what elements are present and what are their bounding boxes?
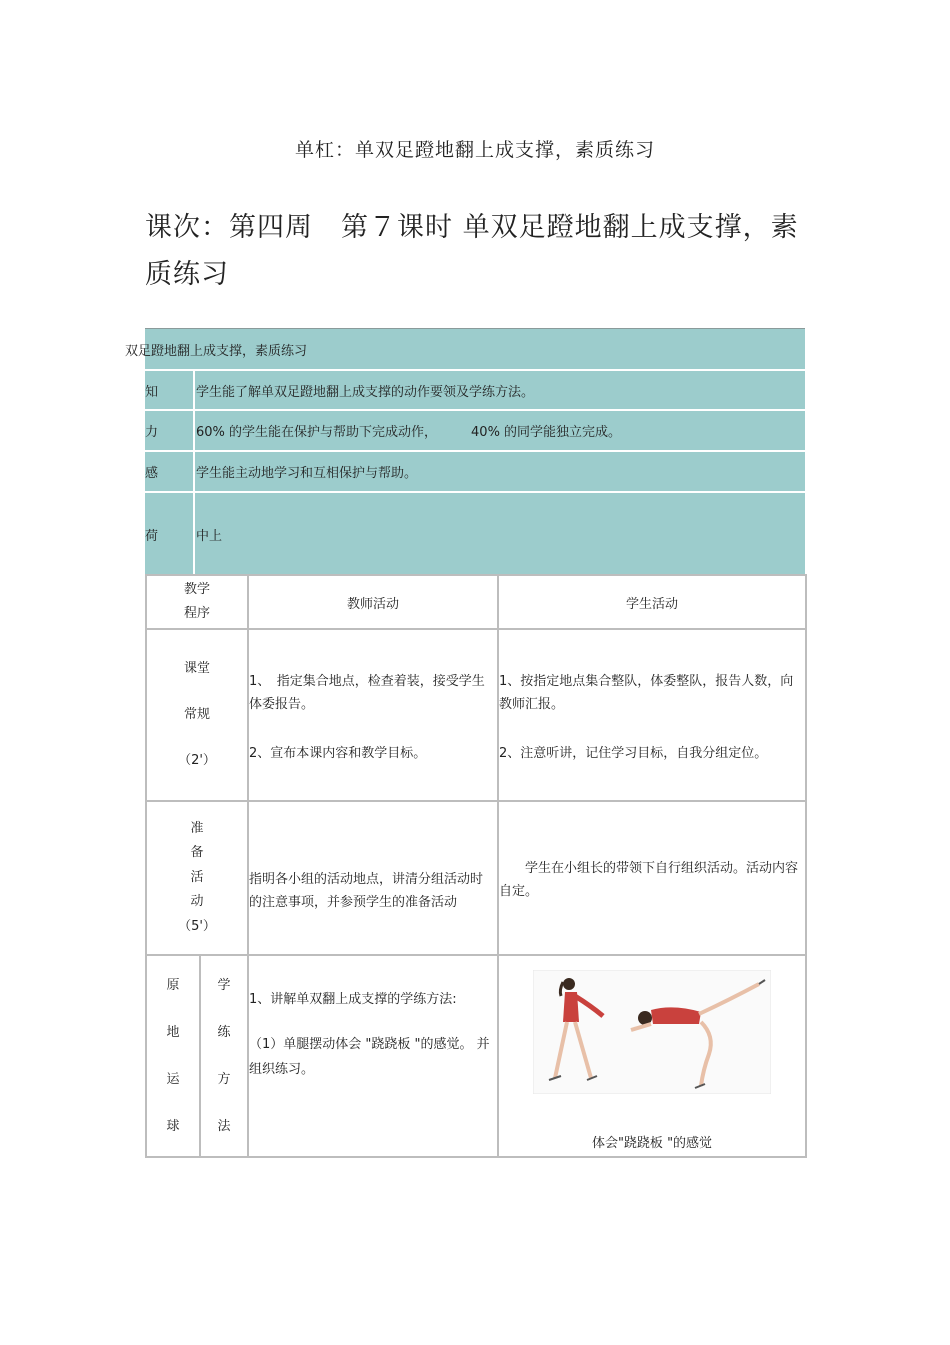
row-label: 力 — [145, 411, 195, 450]
overview-row-emotion — [145, 452, 805, 493]
row-label: 荷 — [145, 493, 195, 575]
routine-teacher-1: 1、 指定集合地点，检查着装，接受学生体委报告。 — [249, 674, 485, 712]
seesaw-illustration — [533, 970, 771, 1094]
warmup-student — [497, 800, 807, 956]
warmup-teacher — [247, 800, 499, 956]
practice-col1 — [145, 954, 201, 1158]
practice-col1-char: 地 — [166, 1025, 180, 1040]
warmup-teacher-text: 指明各小组的活动地点，讲清分组活动时的注意事项，并参预学生的准备活动 — [249, 872, 484, 910]
practice-col2-char: 方 — [217, 1072, 231, 1087]
warmup-char: 动 — [190, 894, 204, 910]
practice-col1-char: 球 — [166, 1119, 180, 1134]
routine-student-1: 1、按指定地点集合整队，体委整队，报告人数，向教师汇报。 — [499, 674, 794, 712]
document-title: 单杠：单双足蹬地翻上成支撑，素质练习 — [294, 139, 655, 161]
row-text — [196, 411, 805, 450]
warmup-char: 准 — [190, 820, 204, 836]
practice-teacher — [247, 954, 499, 1158]
overview-row-ability — [145, 411, 805, 452]
practice-col2-char: 学 — [217, 978, 231, 993]
practice-col2 — [199, 954, 249, 1158]
overview-row-knowledge — [145, 371, 805, 411]
overview-topic: 双足蹬地翻上成支撑，素质练习 — [125, 343, 308, 359]
header-teacher: 教师活动 — [247, 574, 499, 630]
routine-teacher-2: 2、宣布本课内容和教学目标。 — [249, 746, 427, 761]
lesson-table — [145, 574, 807, 1158]
practice-teacher-2: （1）单腿摆动体会 "跷跷板 "的感觉。 并组织练习。 — [249, 1037, 490, 1077]
illustration-caption: 体会"跷跷板 "的感觉 — [591, 1136, 713, 1151]
header-procedure — [145, 574, 249, 630]
routine-name-2: 常规 — [183, 707, 210, 722]
row-text: 学生能了解单双足蹬地翻上成支撑的动作要领及学练方法。 — [196, 384, 535, 400]
practice-col1-char: 原 — [166, 978, 180, 993]
overview-topic-row — [125, 329, 805, 371]
routine-teacher — [247, 628, 499, 802]
lesson-subtitle: 课次：第四周 第７课时 单双足蹬地翻上成支撑，素质练习 — [145, 212, 799, 290]
overview-table — [125, 328, 805, 575]
header-student: 学生活动 — [497, 574, 807, 630]
header-procedure-line2: 程序 — [183, 606, 210, 621]
row-label: 知 — [145, 371, 195, 409]
routine-student-2: 2、注意听讲，记住学习目标，自我分组定位。 — [499, 746, 768, 761]
row-text: 中上 — [196, 528, 223, 544]
overview-row-load — [145, 493, 805, 575]
row-text: 学生能主动地学习和互相保护与帮助。 — [196, 466, 418, 481]
warmup-student-text: 学生在小组长的带领下自行组织活动。活动内容自定。 — [499, 861, 799, 899]
practice-col2-char: 练 — [217, 1025, 231, 1040]
header-procedure-line1: 教学 — [183, 581, 210, 597]
warmup-char: 备 — [190, 845, 204, 861]
routine-student — [497, 628, 807, 802]
warmup-time: （5'） — [178, 918, 216, 934]
practice-col2-char: 法 — [217, 1119, 231, 1134]
practice-teacher-1: 1、讲解单双翻上成支撑的学练方法: — [249, 992, 457, 1007]
routine-procedure — [145, 628, 249, 802]
warmup-char: 活 — [190, 869, 204, 885]
routine-name-1: 课堂 — [183, 661, 210, 676]
warmup-procedure — [145, 800, 249, 956]
row-label: 感 — [145, 452, 195, 491]
practice-student — [497, 954, 807, 1158]
routine-time: （2'） — [178, 753, 216, 768]
row-text-a: 60% 的学生能在保护与帮助下完成动作， — [196, 425, 438, 440]
row-text-b: 40% 的同学能独立完成。 — [471, 425, 622, 440]
practice-col1-char: 运 — [166, 1072, 180, 1087]
